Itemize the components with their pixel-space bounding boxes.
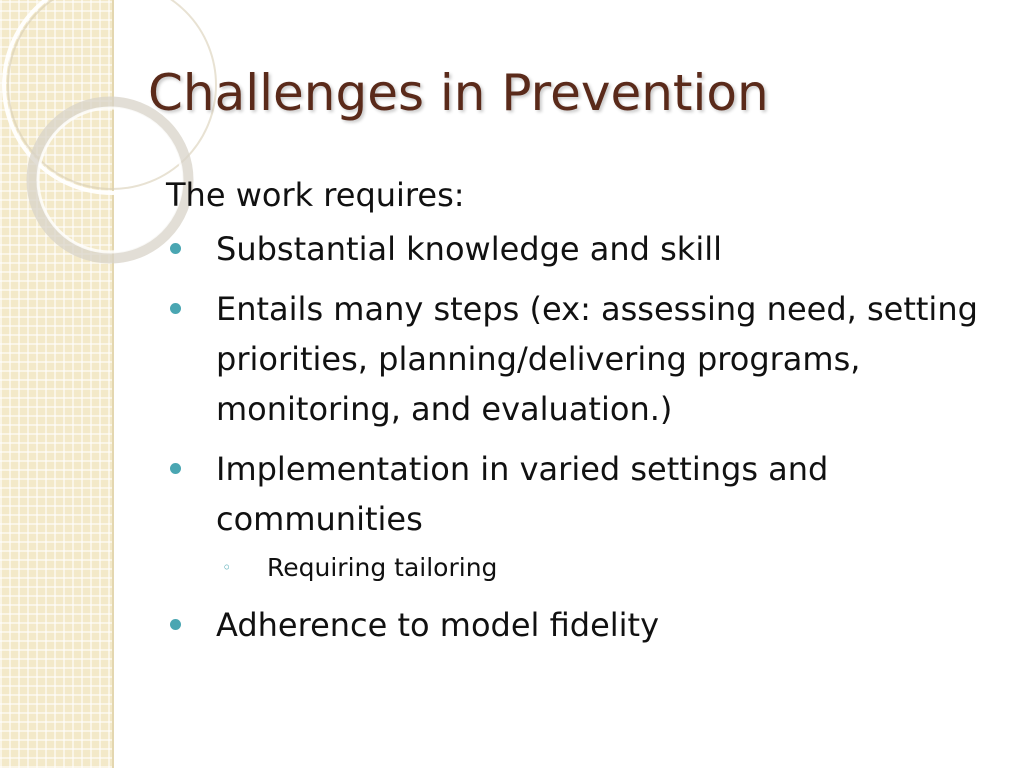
bullet-text: Substantial knowledge and skill	[216, 230, 722, 268]
bullet-text: Implementation in varied settings and communities	[216, 450, 829, 538]
bullet-item	[166, 284, 1006, 434]
bullet-text: Adherence to model fidelity	[216, 606, 660, 644]
slide-body	[166, 172, 1006, 660]
bullet-dot-icon	[170, 303, 181, 314]
bullet-item	[166, 224, 1006, 274]
bullet-item	[166, 444, 1006, 544]
bullet-text: Entails many steps (ex: assessing need, setting priorities, planning/delivering programs, monitoring, and evaluation.)	[216, 290, 978, 428]
bullet-item	[166, 600, 1006, 650]
lead-text: The work requires:	[166, 176, 465, 214]
sidebar-edge	[112, 0, 114, 768]
bullet-dot-icon	[170, 243, 181, 254]
decorative-sidebar	[0, 0, 112, 768]
sub-bullet-item	[166, 548, 1006, 588]
slide-title: Challenges in Prevention	[148, 64, 769, 122]
hollow-circle-icon: ◦	[222, 558, 232, 577]
bullet-dot-icon	[170, 463, 181, 474]
bullet-dot-icon	[170, 619, 181, 630]
sub-bullet-text: Requiring tailoring	[267, 553, 498, 582]
